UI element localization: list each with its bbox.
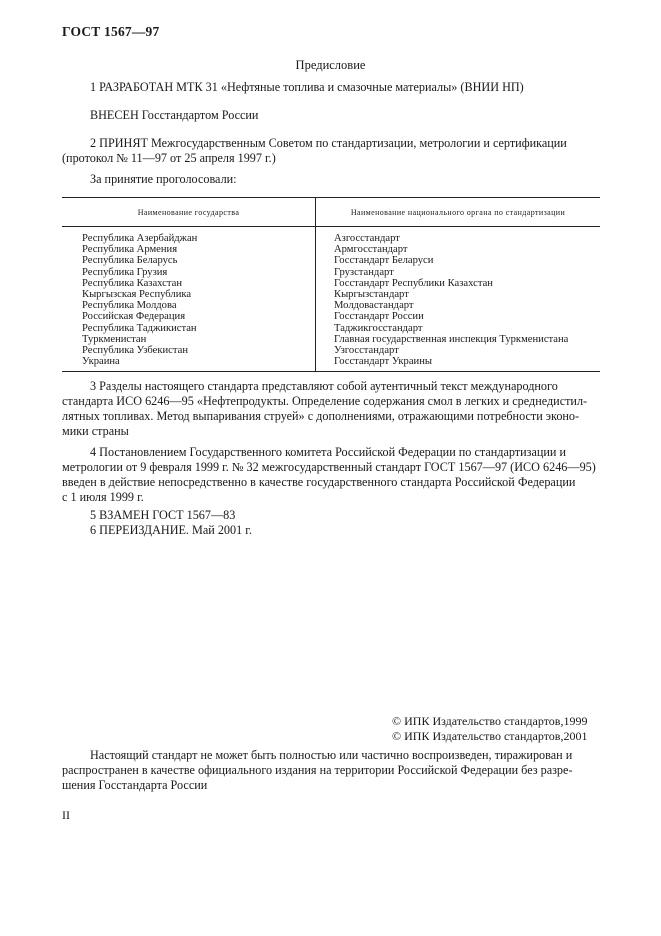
state-name: Республика Молдова xyxy=(82,300,177,312)
copyright-1999: © ИПК Издательство стандартов,1999 xyxy=(392,714,588,728)
standards-body-name: Таджикгосстандарт xyxy=(334,322,423,334)
standards-body-name: Госстандарт Республики Казахстан xyxy=(334,277,493,289)
state-name: Республика Азербайджан xyxy=(82,233,198,244)
notice-line2: распространен в качестве официального издания на территории Российской Федерации без разре- xyxy=(62,763,573,777)
standards-body-name: Узгосстандарт xyxy=(334,345,399,357)
state-name: Республика Казахстан xyxy=(82,277,183,289)
para-resolution xyxy=(62,445,599,505)
state-name: Республика Таджикистан xyxy=(82,322,197,334)
standards-body-name: Госстандарт Беларуси xyxy=(334,255,434,267)
state-name: Республика Беларусь xyxy=(82,255,178,267)
para-submitted: ВНЕСЕН Госстандартом России xyxy=(90,108,259,122)
page-title: Предисловие xyxy=(295,58,366,72)
col-header-body: Наименование национального органа по стандартизации xyxy=(316,198,601,227)
notice-line3: шения Госстандарта России xyxy=(62,778,208,792)
notice-line1: Настоящий стандарт не может быть полностью или частично воспроизведен, тиражирован и xyxy=(90,748,573,762)
para-sections-line2: стандарта ИСО 6246—95 «Нефтепродукты. Определение содержания смол в легких и среднедистил- xyxy=(62,394,588,408)
para-reissue: 6 ПЕРЕИЗДАНИЕ. Май 2001 г. xyxy=(90,523,252,537)
state-name: Украина xyxy=(82,356,120,368)
para-adopted-line1: 2 ПРИНЯТ Межгосударственным Советом по стандартизации, метрологии и сертификации xyxy=(90,136,567,150)
para-developed: 1 РАЗРАБОТАН МТК 31 «Нефтяные топлива и смазочные материалы» (ВНИИ НП) xyxy=(90,80,524,94)
standards-body-name: Молдовастандарт xyxy=(334,300,414,312)
para-replaces: 5 ВЗАМЕН ГОСТ 1567—83 xyxy=(90,508,236,522)
table-header-row xyxy=(62,198,600,227)
states-column xyxy=(62,227,316,372)
vote-intro: За принятие проголосовали: xyxy=(90,172,237,186)
para-sections-line3: лятных топливах. Метод выпаривания струей» с дополнениями, отражающими потребности эконо- xyxy=(62,409,580,423)
para-resolution-line1: 4 Постановлением Государственного комитета Российской Федерации по стандартизации и xyxy=(90,445,567,459)
state-name: Республика Армения xyxy=(82,244,178,256)
para-sections xyxy=(62,379,599,439)
standards-body-name: Армгосстандарт xyxy=(334,244,408,256)
copyright-2001: © ИПК Издательство стандартов,2001 xyxy=(392,729,588,743)
table-body-row xyxy=(62,227,600,372)
state-name: Республика Грузия xyxy=(82,266,168,278)
doc-code-header: ГОСТ 1567—97 xyxy=(62,24,160,39)
standards-body-name: Кыргызстандарт xyxy=(334,289,409,301)
member-states-table xyxy=(62,197,600,372)
state-name: Республика Узбекистан xyxy=(82,345,189,357)
reproduction-notice xyxy=(62,748,599,793)
standards-body-name: Госстандарт России xyxy=(334,311,424,323)
para-sections-line1: 3 Разделы настоящего стандарта представляют собой аутентичный текст международного xyxy=(90,379,558,393)
state-name: Туркменистан xyxy=(82,333,147,345)
para-resolution-line4: с 1 июля 1999 г. xyxy=(62,490,144,504)
para-resolution-line3: введен в действие непосредственно в качестве государственного стандарта Российской Федерации xyxy=(62,475,576,489)
bodies-column xyxy=(316,227,601,372)
para-adopted-line2: (протокол № 11—97 от 25 апреля 1997 г.) xyxy=(62,151,276,165)
state-name: Кыргызская Республика xyxy=(82,289,192,301)
standards-body-name: Госстандарт Украины xyxy=(334,356,432,368)
para-resolution-line2: метрологии от 9 февраля 1999 г. № 32 межгосударственный стандарт ГОСТ 1567—97 (ИСО 6246—95) xyxy=(62,460,596,474)
standards-body-name: Грузстандарт xyxy=(334,266,394,278)
page-number: II xyxy=(62,808,70,822)
para-sections-line4: мики страны xyxy=(62,424,129,438)
state-name: Российская Федерация xyxy=(82,311,186,323)
standards-body-name: Азгосстандарт xyxy=(334,233,400,244)
standards-body-name: Главная государственная инспекция Туркменистана xyxy=(334,333,569,345)
col-header-state: Наименование государства xyxy=(62,198,316,227)
